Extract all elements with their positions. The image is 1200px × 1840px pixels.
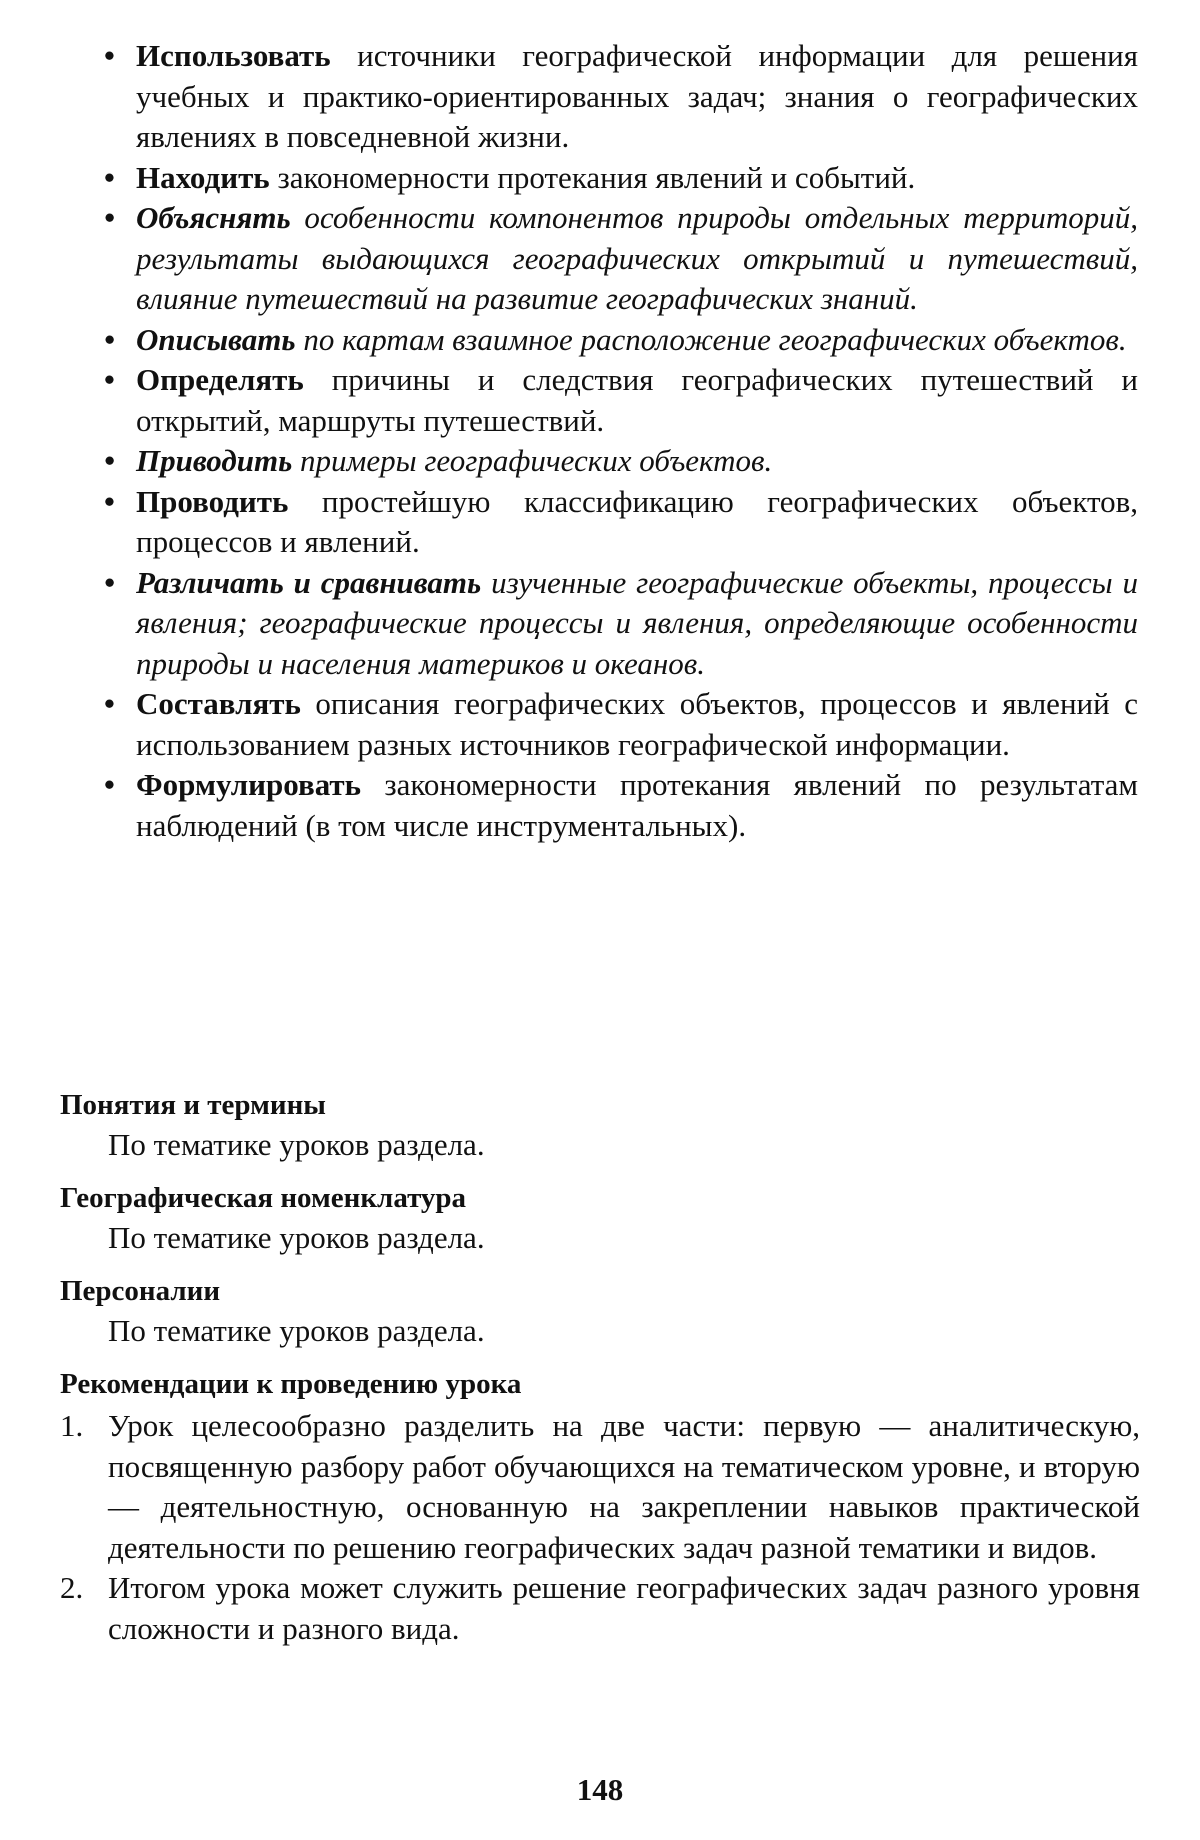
section-concepts [60, 1085, 1140, 1165]
section-title: Персоналии [60, 1275, 221, 1307]
bullet-text: описания географических объектов, процессов и явлений с использованием разных источников географической информации. [136, 686, 1138, 762]
bullet-marker: • [104, 159, 115, 195]
section-title: Рекомендации к проведению урока [60, 1368, 522, 1400]
section-recommendations [60, 1364, 1140, 1649]
bullet-lead-verb: Проводить [136, 483, 289, 519]
bullet-marker: • [104, 564, 115, 600]
bullet-lead-verb: Приводить [136, 443, 293, 478]
bullet-text: источники географической информации для решения учебных и практико-ориентированных задач; знания о географических явлениях в повседневной жизни. [136, 38, 1138, 154]
skills-bullet-list [100, 36, 1138, 846]
bullet-lead-verb: Использовать [136, 38, 331, 73]
bullet-lead-verb: Различать и сравнивать [136, 564, 482, 600]
bullet-item-describe [100, 320, 1138, 361]
bullet-item-classify [100, 482, 1138, 563]
bullet-marker: • [104, 686, 115, 721]
bullet-item-formulate [100, 765, 1138, 846]
bullet-text: особенности компонентов природы отдельных территорий, результаты выдающихся географических открытий и путешествий, влияние путешествий на развитие географических знаний. [136, 200, 1138, 316]
section-text: По тематике уроков раздела. [108, 1220, 485, 1255]
recommendation-item [60, 1406, 1140, 1568]
bullet-marker: • [104, 321, 115, 357]
recommendation-number: 1. [60, 1408, 84, 1443]
section-text: По тематике уроков раздела. [108, 1313, 485, 1348]
bullet-text: закономерности протекания явлений и событий. [269, 159, 916, 195]
bullet-lead-verb: Определять [136, 362, 304, 397]
recommendation-number: 2. [60, 1570, 84, 1605]
bullet-marker: • [104, 38, 115, 73]
bullet-marker: • [104, 767, 115, 802]
recommendation-item [60, 1568, 1140, 1649]
bullet-text: причины и следствия географических путешествий и открытий, маршруты путешествий. [136, 362, 1138, 438]
bullet-item-compose [100, 684, 1138, 765]
bullet-marker: • [104, 483, 115, 519]
bullet-lead-verb: Описывать [136, 321, 296, 357]
section-persons [60, 1271, 1140, 1351]
bullet-item-determine [100, 360, 1138, 441]
page-number: 148 [576, 1772, 624, 1807]
section-text: По тематике уроков раздела. [108, 1127, 485, 1162]
bullet-marker: • [104, 362, 115, 397]
bullet-lead-verb: Находить [136, 159, 270, 195]
bullet-text: изученные географические объекты, процессы и явления; географические процессы и явления, определяющие особенности природы и населения материков и океанов. [136, 564, 1139, 681]
recommendation-text: Итогом урока может служить решение географических задач разного уровня сложности и разного вида. [108, 1570, 1140, 1646]
bullet-text: по картам взаимное расположение географических объектов. [295, 321, 1127, 357]
section-title: Географическая номенклатура [60, 1182, 467, 1214]
bullet-lead-verb: Составлять [136, 686, 301, 721]
bullet-text: примеры географических объектов. [292, 443, 773, 478]
bullet-marker: • [104, 200, 115, 235]
lesson-sections [60, 1085, 1140, 1662]
recommendation-text: Урок целесообразно разделить на две части: первую — аналитическую, посвященную разбору работ обучающихся на тематическом уровне, и вторую — деятельностную, основанную на закреплении навыков практической деятельности по решению географических задач разной тематики и видов. [108, 1408, 1140, 1565]
bullet-item-explain [100, 198, 1138, 320]
bullet-item-give-examples [100, 441, 1138, 482]
section-title: Понятия и термины [60, 1089, 326, 1121]
section-nomenclature [60, 1178, 1140, 1258]
bullet-text: закономерности протекания явлений по результатам наблюдений (в том числе инструментальных). [136, 767, 1138, 843]
bullet-text: простейшую классификацию географических объектов, процессов и явлений. [136, 483, 1138, 559]
bullet-item-find [100, 158, 1138, 199]
bullet-marker: • [104, 443, 115, 478]
bullet-item-use [100, 36, 1138, 158]
bullet-lead-verb: Формулировать [136, 767, 362, 802]
recommendations-list [60, 1406, 1140, 1649]
bullet-lead-verb: Объяснять [136, 200, 291, 235]
bullet-item-distinguish [100, 563, 1138, 685]
